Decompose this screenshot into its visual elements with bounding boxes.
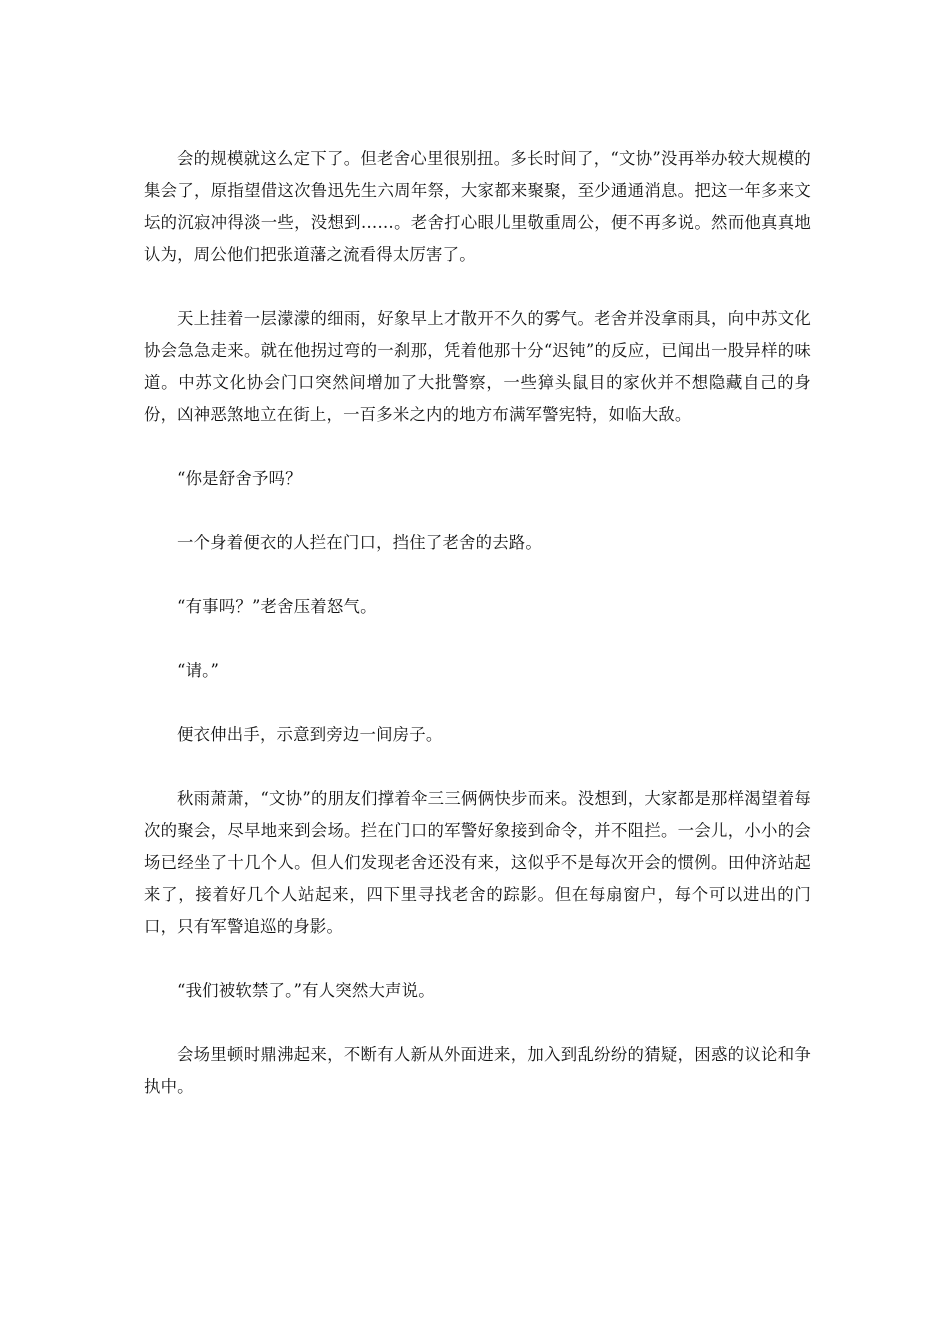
paragraph: 一个身着便衣的人拦在门口，挡住了老舍的去路。 — [177, 533, 542, 552]
paragraph: 便衣伸出手，示意到旁边一间房子。 — [177, 725, 443, 744]
paragraph: “请。” — [177, 661, 220, 680]
paragraph: 会的规模就这么定下了。但老舍心里很别扭。多长时间了，“文协”没再举办较大规模的集会了，原指望借这次鲁迅先生六周年祭，大家都来聚聚，至少通通消息。把这一年多来文坛的沉寂冲得淡一些，没想到……。老舍打心眼儿里敬重周公，便不再多说。然而他真真地认为，周公他们把张道藩之流看得太厉害了。 — [144, 149, 811, 264]
paragraph: 会场里顿时鼎沸起来，不断有人新从外面进来，加入到乱纷纷的猜疑，困惑的议论和争执中。 — [144, 1045, 811, 1096]
document-body — [144, 143, 811, 1103]
paragraph: 秋雨萧萧，“文协”的朋友们撑着伞三三俩俩快步而来。没想到，大家都是那样渴望着每次的聚会，尽早地来到会场。拦在门口的军警好象接到命令，并不阻拦。一会儿，小小的会场已经坐了十几个人。但人们发现老舍还没有来，这似乎不是每次开会的惯例。田仲济站起来了，接着好几个人站起来，四下里寻找老舍的踪影。但在每扇窗户，每个可以进出的门口，只有军警追巡的身影。 — [144, 789, 811, 936]
paragraph: “有事吗？”老舍压着怒气。 — [177, 597, 377, 616]
paragraph: “你是舒舍予吗？ — [177, 469, 302, 488]
paragraph: 天上挂着一层濛濛的细雨，好象早上才散开不久的雾气。老舍并没拿雨具，向中苏文化协会急急走来。就在他拐过弯的一刹那，凭着他那十分“迟钝”的反应，已闻出一股异样的味道。中苏文化协会门口突然间增加了大批警察，一些獐头鼠目的家伙并不想隐藏自己的身份，凶神恶煞地立在街上，一百多米之内的地方布满军警宪特，如临大敌。 — [144, 309, 811, 424]
paragraph: “我们被软禁了。”有人突然大声说。 — [177, 981, 435, 1000]
